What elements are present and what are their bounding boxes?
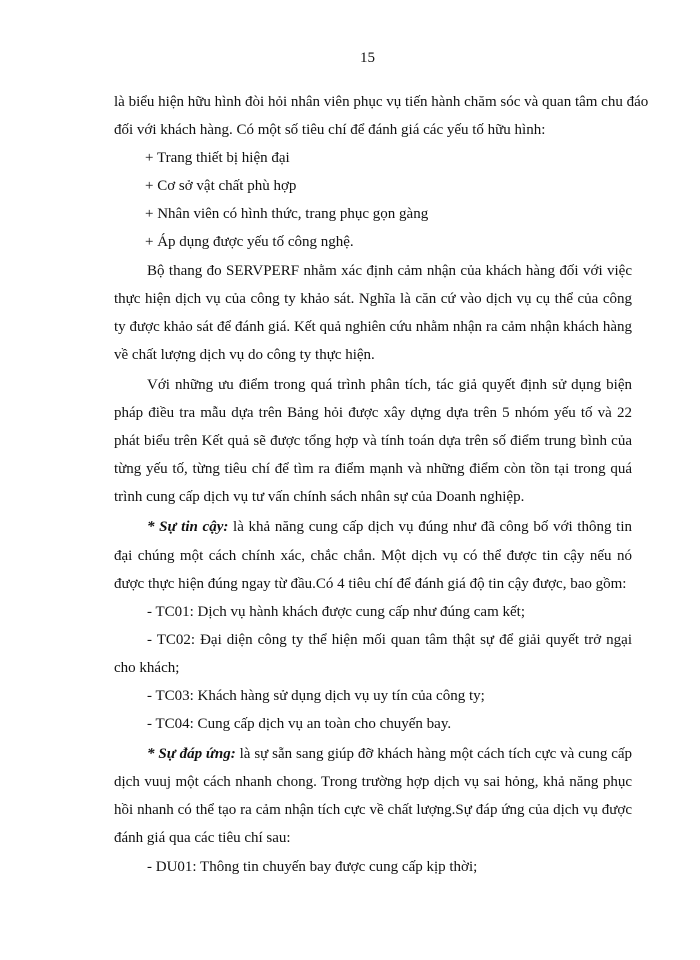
intro-line: đối với khách hàng. Có một số tiêu chí để đánh giá các yếu tố hữu hình:	[114, 122, 546, 139]
reliability-paragraph	[114, 513, 632, 597]
reliability-text: là khả năng cung cấp dịch vụ đúng như đã công bố với thông tin đại chúng một cách chính xác, chắc chắn. Một dịch vụ có thể được tin cậy nếu nó được thực hiện đúng ngay từ đầu.Có 4 tiêu chí để đánh giá độ tin cậy được, bao gồm:	[114, 519, 632, 592]
page-number: 15	[360, 50, 375, 66]
document-body	[114, 88, 649, 881]
reliability-item: - TC01: Dịch vụ hành khách được cung cấp như đúng cam kết;	[147, 603, 525, 620]
responsiveness-heading: * Sự đáp ứng:	[147, 746, 236, 763]
reliability-item: - TC04: Cung cấp dịch vụ an toàn cho chuyến bay.	[147, 716, 452, 733]
tangible-item: + Nhân viên có hình thức, trang phục gọn gàng	[145, 206, 429, 223]
method-paragraph: Với những ưu điểm trong quá trình phân tích, tác giả quyết định sử dụng biện pháp điều tra mẫu dựa trên Bảng hỏi được xây dựng dựa trên 5 nhóm yếu tố và 22 phát biểu trên Kết quả sẽ được tổng hợp và tính toán dựa trên số điểm trung bình của từng yếu tố, từng tiêu chí để tìm ra điểm mạnh và những điểm còn tồn tại trong quá trình cung cấp dịch vụ tư vấn chính sách nhân sự của Doanh nghiệp.	[114, 376, 632, 506]
tangible-item: + Cơ sở vật chất phù hợp	[145, 178, 297, 195]
intro-line: là biểu hiện hữu hình đòi hỏi nhân viên phục vụ tiến hành chăm sóc và quan tâm chu đáo	[114, 94, 649, 110]
tangible-item: + Áp dụng được yếu tố công nghệ.	[145, 234, 354, 251]
responsiveness-text: là sự sẵn sang giúp đỡ khách hàng một cách tích cực và cung cấp dịch vuuj một cách nhanh chong. Trong trường hợp dịch vụ sai hỏng, khả năng phục hồi nhanh có thể tạo ra cảm nhận tích cực về chất lượng.Sự đáp ứng của dịch vụ được đánh giá qua các tiêu chí sau:	[114, 746, 633, 847]
servperf-paragraph: Bộ thang đo SERVPERF nhằm xác định cảm nhận của khách hàng đối với việc thực hiện dịch vụ của công ty khảo sát. Nghĩa là căn cứ vào dịch vụ cụ thể của công ty được khảo sát để đánh giá. Kết quả nghiên cứu nhằm nhận ra cảm nhận khách hàng về chất lượng dịch vụ do công ty thực hiện.	[114, 262, 632, 363]
tangible-item: + Trang thiết bị hiện đại	[145, 150, 290, 167]
reliability-item: - TC03: Khách hàng sử dụng dịch vụ uy tín của công ty;	[147, 687, 485, 704]
responsiveness-paragraph	[114, 740, 632, 852]
reliability-item: - TC02: Đại diện công ty thể hiện mối quan tâm thật sự để giải quyết trở ngại cho khách;	[114, 631, 632, 676]
responsiveness-item: - DU01: Thông tin chuyến bay được cung cấp kịp thời;	[147, 858, 478, 875]
reliability-heading: * Sự tin cậy:	[147, 519, 229, 536]
